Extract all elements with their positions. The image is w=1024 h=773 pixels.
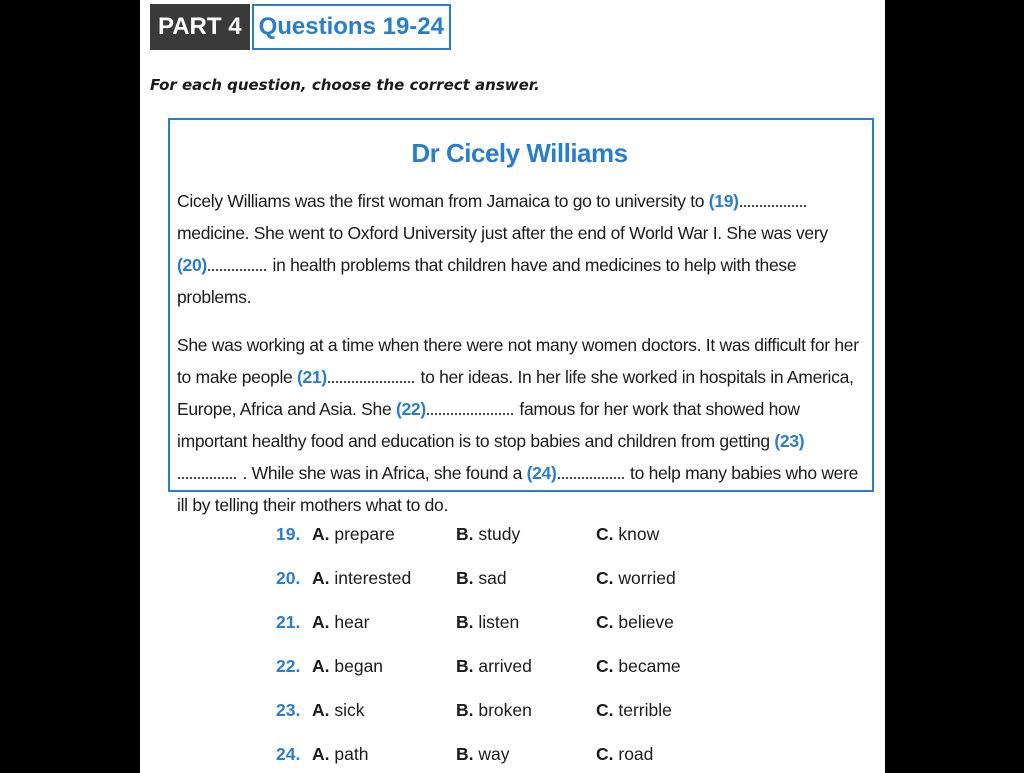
gap-24-number: (24) <box>526 463 557 483</box>
answer-options <box>276 524 716 773</box>
answer-row-20 <box>276 568 716 612</box>
answer-row-19 <box>276 524 716 568</box>
question-number: 23. <box>276 700 301 720</box>
paragraph-1 <box>177 185 862 313</box>
question-number: 21. <box>276 612 301 632</box>
gap-22-number: (22) <box>395 399 426 419</box>
paragraph-text: to help many babies who were ill by telling their mothers what to do. <box>177 463 859 515</box>
gap-21-blank[interactable] <box>328 380 414 383</box>
paragraph-text: She was working at a time when there were not many women doctors. It was difficult for her to make people <box>177 335 859 387</box>
answer-row-24 <box>276 744 716 773</box>
option-b[interactable]: B. way <box>456 744 510 764</box>
worksheet-page <box>140 0 885 773</box>
option-c[interactable]: C. know <box>596 524 660 544</box>
option-a[interactable]: A. path <box>312 744 369 764</box>
question-number: 22. <box>276 656 301 676</box>
reading-text-box <box>168 118 874 515</box>
gap-24-blank[interactable] <box>558 476 624 479</box>
option-c[interactable]: C. became <box>596 656 681 676</box>
option-b[interactable]: B. study <box>456 524 521 544</box>
paragraph-text: to her ideas. In her life she worked in hospitals in America, Europe, Africa and Asia. She <box>177 367 854 419</box>
question-number: 24. <box>276 744 301 764</box>
option-a[interactable]: A. interested <box>312 568 412 588</box>
option-c[interactable]: C. worried <box>596 568 676 588</box>
option-a[interactable]: A. began <box>312 656 384 676</box>
paragraph-text: in health problems that children have and medicines to help with these problems. <box>177 255 797 307</box>
question-number: 19. <box>276 524 301 544</box>
instruction-text: For each question, choose the correct answer. <box>150 76 540 94</box>
gap-22-blank[interactable] <box>427 412 513 415</box>
paragraph-text: famous for her work that showed how important healthy food and education is to stop babies and children from getting <box>177 399 800 451</box>
option-b[interactable]: B. sad <box>456 568 507 588</box>
option-c[interactable]: C. road <box>596 744 654 764</box>
option-a[interactable]: A. prepare <box>312 524 395 544</box>
questions-label: Questions 19-24 <box>252 4 451 50</box>
paragraph-2 <box>177 329 862 521</box>
section-header <box>150 4 451 50</box>
article-title: Dr Cicely Williams <box>411 138 628 168</box>
option-b[interactable]: B. broken <box>456 700 532 720</box>
gap-20-blank[interactable] <box>208 268 266 271</box>
option-c[interactable]: C. believe <box>596 612 674 632</box>
option-a[interactable]: A. sick <box>312 700 365 720</box>
gap-20-number: (20) <box>177 255 207 275</box>
option-b[interactable]: B. listen <box>456 612 520 632</box>
paragraph-text: Cicely Williams was the first woman from Jamaica to go to university to <box>177 191 709 211</box>
question-number: 20. <box>276 568 301 588</box>
gap-21-number: (21) <box>297 367 327 387</box>
option-a[interactable]: A. hear <box>312 612 370 632</box>
part-label: PART 4 <box>150 4 250 50</box>
option-c[interactable]: C. terrible <box>596 700 672 720</box>
gap-23-number: (23) <box>774 431 805 451</box>
option-b[interactable]: B. arrived <box>456 656 532 676</box>
gap-23-blank[interactable] <box>178 476 236 479</box>
answer-row-22 <box>276 656 716 700</box>
answer-row-21 <box>276 612 716 656</box>
gap-19-blank[interactable] <box>740 204 806 207</box>
paragraph-text: medicine. She went to Oxford University just after the end of World War I. She was very <box>177 223 828 243</box>
answer-row-23 <box>276 700 716 744</box>
gap-19-number: (19) <box>708 191 739 211</box>
paragraph-text: . While she was in Africa, she found a <box>238 463 527 483</box>
